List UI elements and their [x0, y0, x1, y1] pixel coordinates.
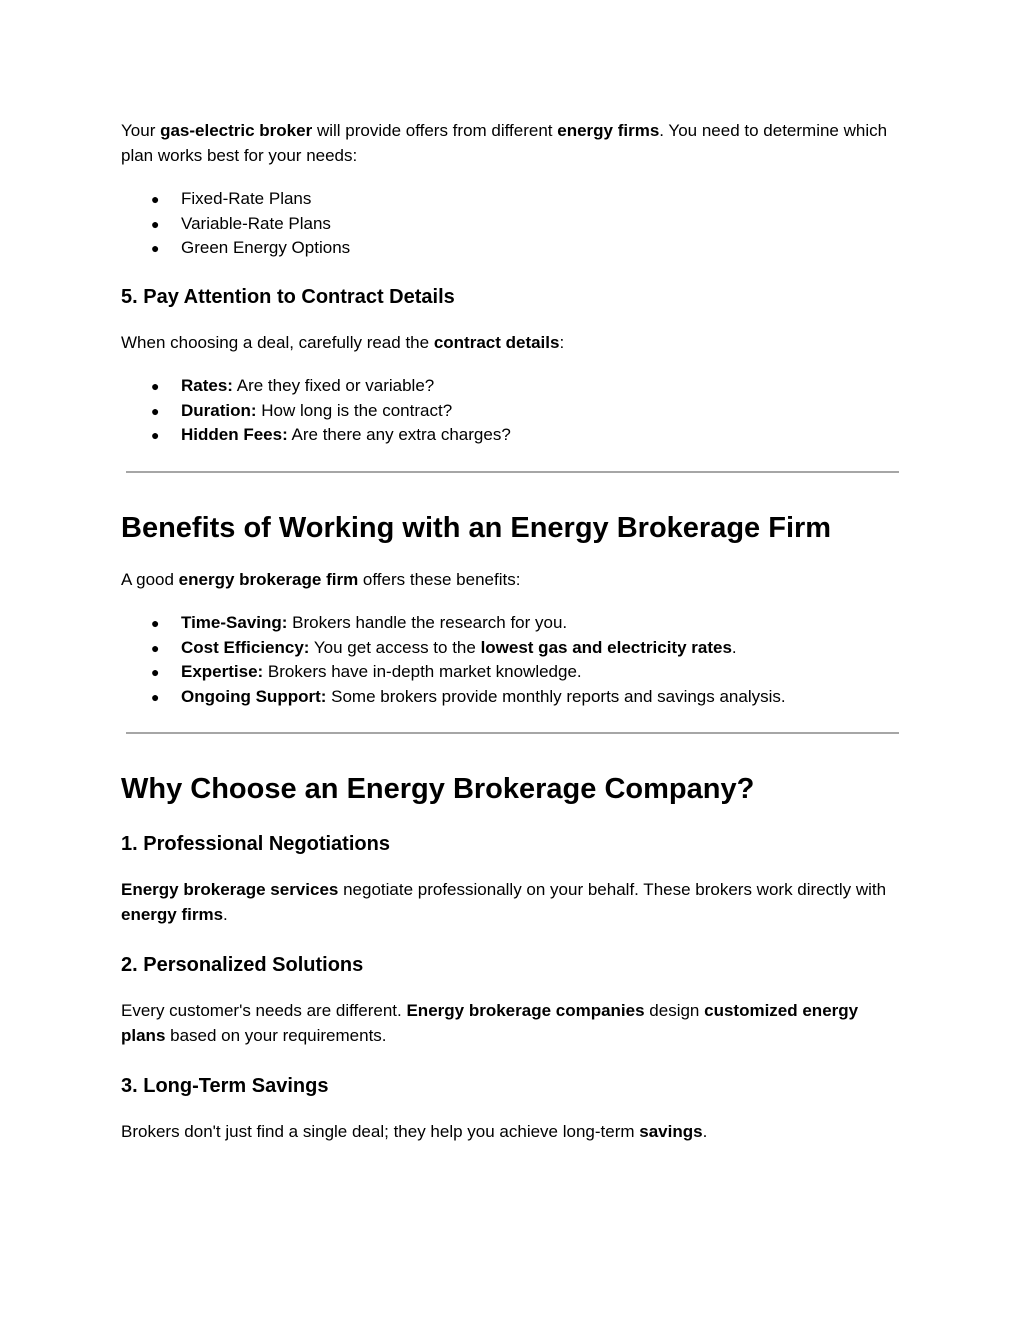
- intro-text-1: Your: [121, 121, 161, 140]
- document-content: [121, 119, 901, 1164]
- list-item-label: Expertise:: [181, 662, 264, 681]
- list-item-text: .: [731, 637, 737, 657]
- bullet-icon: ●: [151, 215, 160, 232]
- list-item-label: Time-Saving:: [181, 613, 288, 632]
- list-item: [121, 611, 901, 636]
- section-title-benefits: Benefits of Working with an Energy Brokerage Firm: [121, 511, 832, 544]
- list-item-label: Rates:: [181, 376, 233, 395]
- bullet-icon: ●: [151, 402, 160, 419]
- list-item: [121, 685, 901, 710]
- section-heading-contract-details: 5. Pay Attention to Contract Details: [121, 285, 455, 308]
- subsection-heading-personalized: 2. Personalized Solutions: [121, 954, 364, 976]
- list-item: [121, 423, 901, 448]
- list-item-label: Duration:: [181, 400, 257, 420]
- paragraph-text: Every customer's needs are different.: [121, 1001, 407, 1020]
- bullet-icon: ●: [151, 639, 160, 656]
- paragraph-text: design: [644, 1001, 705, 1020]
- list-item: [121, 660, 901, 685]
- paragraph-bold: Energy brokerage services: [121, 880, 339, 899]
- section-divider: [126, 471, 899, 473]
- list-item: [121, 236, 901, 261]
- list-item-bold: lowest gas and electricity rates: [480, 637, 732, 657]
- list-item-text: Are there any extra charges?: [287, 425, 511, 444]
- list-item-text: Variable-Rate Plans: [181, 213, 331, 233]
- list-item-label: Cost Efficiency:: [181, 637, 310, 657]
- list-item-text: Brokers have in-depth market knowledge.: [263, 662, 582, 681]
- intro-paragraph: [121, 119, 901, 168]
- intro-bold-1: gas-electric broker: [160, 121, 313, 140]
- paragraph-text: based on your requirements.: [165, 1025, 387, 1045]
- paragraph-bold: energy firms: [121, 904, 224, 924]
- list-item: [121, 212, 901, 237]
- paragraph-text: negotiate professionally on your behalf. These brokers work directly with: [338, 880, 887, 899]
- paragraph-bold: customized energy plans: [121, 1001, 859, 1045]
- list-item: [121, 399, 901, 424]
- subsection-heading-negotiations: 1. Professional Negotiations: [121, 833, 390, 855]
- intro-text-2: will provide offers from different: [312, 121, 558, 140]
- section-title-why-choose: Why Choose an Energy Brokerage Company?: [121, 773, 755, 805]
- paragraph-text: Brokers don't just find a single deal; they help you achieve long-term: [121, 1122, 640, 1141]
- list-item: [121, 636, 901, 661]
- paragraph-text: .: [223, 904, 228, 924]
- contract-paragraph: [121, 331, 901, 356]
- negotiations-paragraph: [121, 878, 901, 927]
- list-item-label: Hidden Fees:: [181, 425, 288, 444]
- list-item-text: Brokers handle the research for you.: [287, 613, 568, 632]
- list-item: [121, 374, 901, 399]
- bullet-icon: ●: [151, 378, 160, 394]
- bullet-icon: ●: [151, 615, 160, 631]
- list-item-text: Fixed-Rate Plans: [181, 189, 312, 208]
- list-item: [121, 187, 901, 212]
- paragraph-bold: contract details: [433, 332, 560, 352]
- paragraph-text: offers these benefits:: [358, 569, 521, 589]
- paragraph-text: A good: [121, 569, 179, 589]
- intro-text-3: . You need to determine which plan works best for your needs:: [121, 121, 888, 165]
- list-item-text: Are they fixed or variable?: [232, 376, 435, 395]
- paragraph-text: .: [702, 1122, 708, 1141]
- benefits-list: [121, 611, 901, 709]
- section-divider: [126, 732, 899, 734]
- list-item-label: Ongoing Support:: [181, 686, 327, 706]
- bullet-icon: ●: [151, 191, 160, 207]
- benefits-paragraph: [121, 568, 901, 593]
- bullet-icon: ●: [151, 427, 160, 443]
- personalized-paragraph: [121, 999, 901, 1048]
- plans-list: [121, 187, 901, 261]
- subsection-heading-savings: 3. Long-Term Savings: [121, 1075, 329, 1097]
- savings-paragraph: [121, 1120, 901, 1145]
- paragraph-text: When choosing a deal, carefully read the: [121, 332, 434, 352]
- paragraph-text: :: [559, 332, 565, 352]
- paragraph-bold: savings: [639, 1122, 703, 1141]
- contract-list: [121, 374, 901, 448]
- bullet-icon: ●: [151, 688, 160, 705]
- bullet-icon: ●: [151, 664, 160, 680]
- paragraph-bold: energy brokerage firm: [178, 569, 359, 589]
- list-item-text: How long is the contract?: [256, 400, 453, 420]
- intro-bold-2: energy firms: [557, 121, 660, 140]
- bullet-icon: ●: [151, 240, 160, 256]
- paragraph-bold: Energy brokerage companies: [406, 1001, 645, 1020]
- list-item-text: Green Energy Options: [181, 238, 351, 257]
- list-item-text: You get access to the: [309, 637, 481, 657]
- list-item-text: Some brokers provide monthly reports and savings analysis.: [326, 686, 786, 706]
